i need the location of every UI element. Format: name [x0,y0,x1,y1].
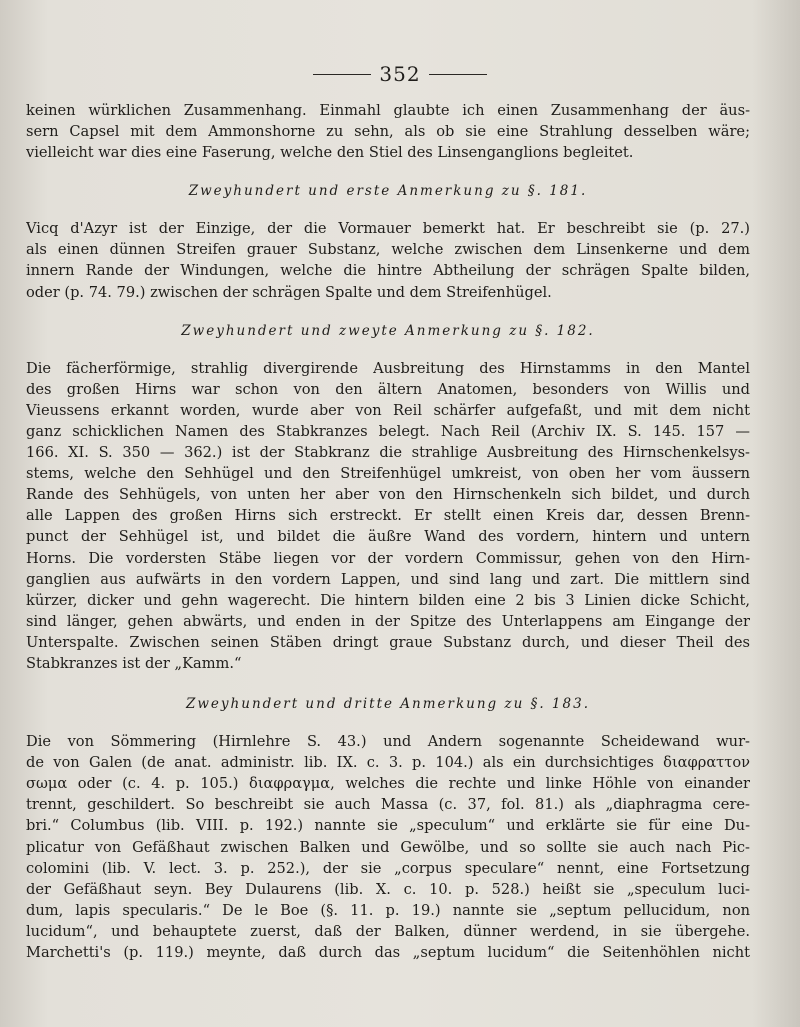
page-body [26,100,750,963]
text-line: kürzer, dicker und gehn wagerecht. Die hintern bilden eine 2 bis 3 Linien dicke Schicht, [26,591,750,609]
text-line: Die von Sömmering (Hirnlehre S. 43.) und Andern sogenannte Scheidewand wur- [26,733,750,751]
section-note-183 [26,694,750,963]
text-line: 166. XI. S. 350 — 362.) ist der Stabkranz die strahlige Ausbreitung des Hirnschenkelsys- [26,444,750,462]
text-line: alle Lappen des großen Hirns sich erstreckt. Er stellt einen Kreis dar, dessen Brenn- [26,507,750,525]
text-line: Unterspalte. Zwischen seinen Stäben dringt graue Substanz durch, und dieser Theil des [26,633,750,651]
text-line: Horns. Die vordersten Stäbe liegen vor der vordern Commissur, gehen von den Hirn- [26,549,750,567]
section-heading: Zweyhundert und zweyte Anmerkung zu §. 182. [181,322,595,339]
text-line: colomini (lib. V. lect. 3. p. 252.), der sie „corpus speculare“ nennt, eine Fortsetzung [26,859,750,877]
header-rule-left [313,74,371,75]
text-line: Rande des Sehhügels, von unten her aber von den Hirnschenkeln sich bildet, und durch [26,486,750,504]
section-heading: Zweyhundert und dritte Anmerkung zu §. 183. [186,696,590,713]
text-line: lucidum“, und behauptete zuerst, daß der Balken, dünner werdend, in sie übergehe. [26,922,750,940]
header-rule-right [429,74,487,75]
text-line: keinen würklichen Zusammenhang. Einmahl glaubte ich einen Zusammenhang der äus- [26,102,750,119]
text-line: dum, lapis specularis.“ De le Boe (§. 11. p. 19.) nannte sie „septum pellucidum, non [26,901,750,919]
text-line: Vicq d'Azyr ist der Einzige, der die Vormauer bemerkt hat. Er beschreibt sie (p. 27.) [26,220,750,238]
text-line: stems, welche den Sehhügel und den Streifenhügel umkreist, von oben her vom äussern [26,465,750,483]
text-line: als einen dünnen Streifen grauer Substanz, welche zwischen dem Linsenkerne und dem [26,241,750,259]
text-line: ganglien aus aufwärts in den vordern Lappen, und sind lang und zart. Die mittlern sind [26,570,750,588]
text-line: Marchetti's (p. 119.) meynte, daß durch das „septum lucidum“ die Seitenhöhlen nicht [26,944,750,961]
text-line: de von Galen (de anat. administr. lib. IX. c. 3. p. 104.) als ein durchsichtiges διαφραττον [26,754,750,772]
text-line: Stabkranzes ist der „Kamm.“ [26,654,242,672]
section-note-182 [26,321,750,674]
text-line: innern Rande der Windungen, welche die hintre Abtheilung der schrägen Spalte bilden, [26,262,750,280]
text-line: plicatur von Gefäßhaut zwischen Balken und Gewölbe, und so sollte sie auch nach Pic- [26,838,750,856]
continuation-paragraph [26,100,750,163]
text-line: Vieussens erkannt worden, wurde aber von Reil schärfer aufgefaßt, und mit dem nicht [26,401,750,419]
text-line: Die fächerförmige, strahlig divergirende Ausbreitung des Hirnstamms in den Mantel [26,359,750,377]
text-line: vielleicht war dies eine Faserung, welche den Stiel des Linsenganglions begleitet. [26,144,634,162]
text-line: des großen Hirns war schon von den ältern Anatomen, besonders von Willis und [26,380,750,398]
text-line: punct der Sehhügel ist, und bildet die äußre Wand des vordern, hintern und untern [26,528,750,546]
section-heading: Zweyhundert und erste Anmerkung zu §. 181. [188,183,588,200]
text-line: bri.“ Columbus (lib. VIII. p. 192.) nannte sie „speculum“ und erklärte sie für eine Du- [26,817,750,835]
text-line: der Gefäßhaut seyn. Bey Dulaurens (lib. X. c. 10. p. 528.) heißt sie „speculum luci- [26,880,750,898]
text-line: oder (p. 74. 79.) zwischen der schrägen Spalte und dem Streifenhügel. [26,283,552,301]
text-line: sind länger, gehen abwärts, und enden in der Spitze des Unterlappens am Eingange der [26,612,750,630]
text-line: sern Capsel mit dem Ammonshorne zu sehn, als ob sie eine Strahlung desselben wäre; [26,123,750,141]
text-line: σωμα oder (c. 4. p. 105.) διαφραγμα, welches die rechte und linke Höhle von einander [26,775,750,793]
text-line: trennt, geschildert. So beschreibt sie auch Massa (c. 37, fol. 81.) als „diaphragma cere- [26,796,750,814]
page-header [0,62,800,86]
section-note-181 [26,181,750,302]
text-line: ganz schicklichen Namen des Stabkranzes belegt. Nach Reil (Archiv IX. S. 145. 157 — [26,422,750,440]
page-number: 352 [379,62,421,86]
